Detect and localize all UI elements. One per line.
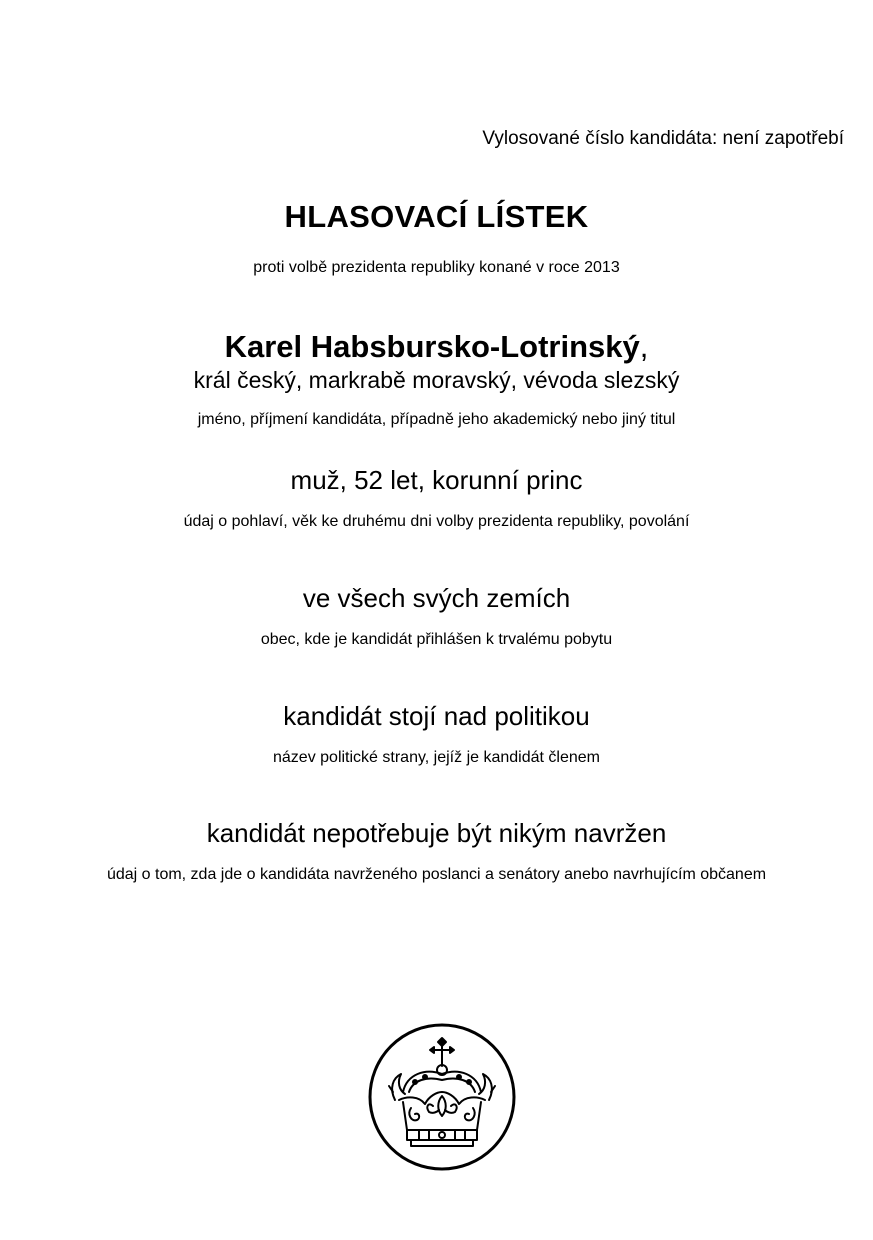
candidate-titles: král český, markrabě moravský, vévoda slezský: [193, 367, 680, 393]
party-caption: název politické strany, jejíž je kandidát členem: [273, 749, 600, 766]
candidate-name-suffix: ,: [639, 329, 649, 364]
nomination-caption: údaj o tom, zda jde o kandidáta navrženého poslanci a senátory anebo navrhujícím občanem: [106, 866, 767, 883]
draw-number-line: Vylosované číslo kandidáta: není zapotřebí: [482, 128, 844, 149]
name-caption: jméno, příjmení kandidáta, případně jeho akademický nebo jiný titul: [197, 411, 676, 428]
party-value: kandidát stojí nad politikou: [283, 701, 590, 731]
municipality-value: ve všech svých zemích: [302, 583, 571, 613]
candidate-name-line: [0, 331, 873, 362]
sex-age-occupation-value: muž, 52 let, korunní princ: [290, 465, 583, 495]
municipality-caption: obec, kde je kandidát přihlášen k trvalému pobytu: [260, 631, 613, 648]
ballot-subtitle: proti volbě prezidenta republiky konané v roce 2013: [253, 259, 620, 276]
crown-seal-icon: [367, 1022, 517, 1172]
ballot-title: HLASOVACÍ LÍSTEK: [284, 199, 589, 234]
candidate-name: Karel Habsbursko-Lotrinský: [224, 329, 640, 364]
nomination-value: kandidát nepotřebuje být nikým navržen: [206, 818, 667, 848]
sex-age-occupation-caption: údaj o pohlaví, věk ke druhému dni volby prezidenta republiky, povolání: [183, 513, 690, 530]
